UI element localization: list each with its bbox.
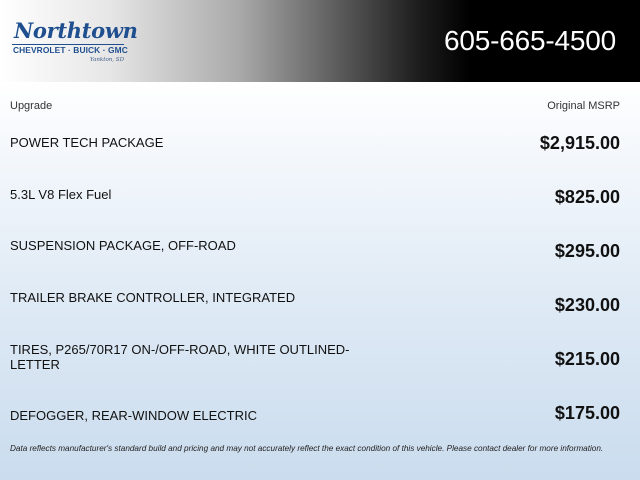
upgrade-price: $175.00	[554, 403, 620, 423]
logo-dealer-name: Northtown	[14, 18, 138, 43]
column-header-msrp: Original MSRP	[547, 100, 620, 112]
upgrade-name: TIRES, P265/70R17 ON-/OFF-ROAD, WHITE OUTLINED-LETTER	[10, 342, 350, 372]
upgrade-name: 5.3L V8 Flex Fuel	[10, 187, 112, 202]
dealer-logo	[12, 18, 138, 66]
upgrade-price: $2,915.00	[539, 133, 620, 153]
upgrade-name: SUSPENSION PACKAGE, OFF-ROAD	[10, 238, 236, 253]
upgrade-name: POWER TECH PACKAGE	[10, 135, 164, 150]
upgrade-price: $295.00	[554, 241, 620, 261]
upgrade-price: $230.00	[554, 295, 620, 315]
upgrade-price: $825.00	[554, 187, 620, 207]
upgrade-price: $215.00	[554, 349, 620, 369]
disclaimer-text: Data reflects manufacturer's standard build and pricing and may not accurately reflect the exact condition of this vehicle. Please contact dealer for more information.	[10, 444, 604, 453]
upgrade-name: TRAILER BRAKE CONTROLLER, INTEGRATED	[10, 290, 296, 305]
logo-city: Yankton, SD	[89, 57, 124, 63]
logo-brands: CHEVROLET · BUICK · GMC	[13, 45, 128, 55]
header-banner	[0, 0, 640, 82]
phone-number[interactable]: 605-665-4500	[444, 25, 616, 56]
column-header-upgrade: Upgrade	[10, 100, 53, 112]
upgrade-name: DEFOGGER, REAR-WINDOW ELECTRIC	[10, 408, 258, 423]
